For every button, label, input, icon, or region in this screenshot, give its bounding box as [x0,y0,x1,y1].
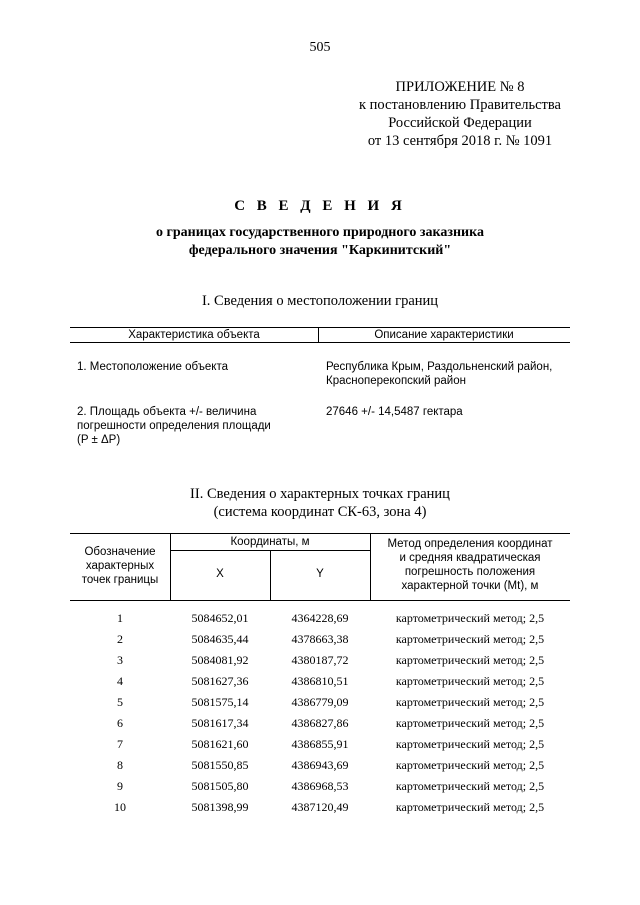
cell-y: 4386855,91 [291,737,349,751]
appendix-line-4: от 13 сентября 2018 г. № 1091 [367,133,553,149]
table-rule [70,342,570,343]
row-location-label: 1. Местоположение объекта [77,361,228,373]
cell-method: картометрический метод; 2,5 [395,632,545,646]
cell-x: 5081575,14 [191,695,249,709]
cell-x: 5081627,36 [191,674,249,688]
cell-method: картометрический метод; 2,5 [395,800,545,814]
page-number: 505 [309,40,331,55]
table-row [0,800,640,816]
section-2-heading-line-2: (система координат СК-63, зона 4) [213,504,427,520]
row-area-label-line: (P ± ΔP) [77,434,121,446]
cell-point: 9 [117,779,123,793]
appendix-line-2: к постановлению Правительства [359,97,561,113]
appendix-line-1: ПРИЛОЖЕНИЕ № 8 [395,79,525,95]
cell-point: 7 [117,737,123,751]
table-row [0,716,640,732]
cell-point: 8 [117,758,123,772]
section-2-heading [0,485,640,521]
row-area-label-line: погрешности определения площади [77,420,271,432]
cell-x: 5084635,44 [191,632,249,646]
col-header-method-line: погрешность положения [404,566,536,578]
col-header-method [370,537,570,593]
appendix-line-3: Российской Федерации [388,115,532,131]
cell-x: 5084081,92 [191,653,249,667]
table-row [0,758,640,774]
section-2-heading-line-1: II. Сведения о характерных точках границ [190,486,450,502]
row-location-value-line: Республика Крым, Раздольненский район, [326,361,553,373]
cell-y: 4386943,69 [291,758,349,772]
table-row [0,674,640,690]
document-subtitle [0,224,640,260]
cell-x: 5081621,60 [191,737,249,751]
table-row [0,695,640,711]
col-header-method-line: и средняя квадратическая [399,552,541,564]
row-area-label-line: 2. Площадь объекта +/- величина [77,406,257,418]
cell-y: 4386827,86 [291,716,349,730]
cell-point: 5 [117,695,123,709]
cell-y: 4386810,51 [291,674,349,688]
cell-point: 4 [117,674,123,688]
cell-method: картометрический метод; 2,5 [395,737,545,751]
cell-y: 4386968,53 [291,779,349,793]
cell-method: картометрический метод; 2,5 [395,695,545,709]
cell-method: картометрический метод; 2,5 [395,779,545,793]
col-header-point-line: характерных [85,560,155,572]
cell-method: картометрический метод; 2,5 [395,653,545,667]
cell-x: 5081617,34 [191,716,249,730]
col-header-description: Описание характеристики [374,329,514,341]
cell-y: 4380187,72 [291,653,349,667]
appendix-block [330,78,590,150]
table-row [0,632,640,648]
cell-y: 4378663,38 [291,632,349,646]
col-header-method-line: характерной точки (Mt), м [401,580,539,592]
cell-x: 5084652,01 [191,611,249,625]
cell-point: 10 [114,800,126,814]
table-rule [70,533,570,534]
subtitle-line-2: федерального значения "Каркинитский" [188,243,452,258]
cell-y: 4386779,09 [291,695,349,709]
table-row [0,653,640,669]
col-header-y: Y [316,568,324,580]
cell-point: 2 [117,632,123,646]
document-title: С В Е Д Е Н И Я [234,198,406,214]
cell-point: 6 [117,716,123,730]
table-row [0,737,640,753]
cell-point: 1 [117,611,123,625]
table-row [0,779,640,795]
cell-y: 4364228,69 [291,611,349,625]
col-header-point [70,545,170,587]
table-row [0,611,640,627]
col-header-characteristic: Характеристика объекта [128,329,260,341]
cell-method: картометрический метод; 2,5 [395,611,545,625]
col-header-coordinates: Координаты, м [230,536,310,548]
row-location-value [326,360,576,388]
cell-x: 5081398,99 [191,800,249,814]
col-header-point-line: Обозначение [84,546,156,558]
cell-method: картометрический метод; 2,5 [395,716,545,730]
subtitle-line-1: о границах государственного природного заказника [156,225,484,240]
cell-method: картометрический метод; 2,5 [395,758,545,772]
cell-point: 3 [117,653,123,667]
table-rule [70,600,570,601]
cell-y: 4387120,49 [291,800,349,814]
row-location-value-line: Красноперекопский район [326,375,466,387]
col-header-method-line: Метод определения координат [387,538,553,550]
cell-x: 5081550,85 [191,758,249,772]
row-area-value: 27646 +/- 14,5487 гектара [326,406,463,418]
col-header-point-line: точек границы [81,574,159,586]
cell-method: картометрический метод; 2,5 [395,674,545,688]
col-header-x: X [216,568,224,580]
section-1-heading: I. Сведения о местоположении границ [201,293,439,309]
cell-x: 5081505,80 [191,779,249,793]
row-area-label [77,405,317,447]
